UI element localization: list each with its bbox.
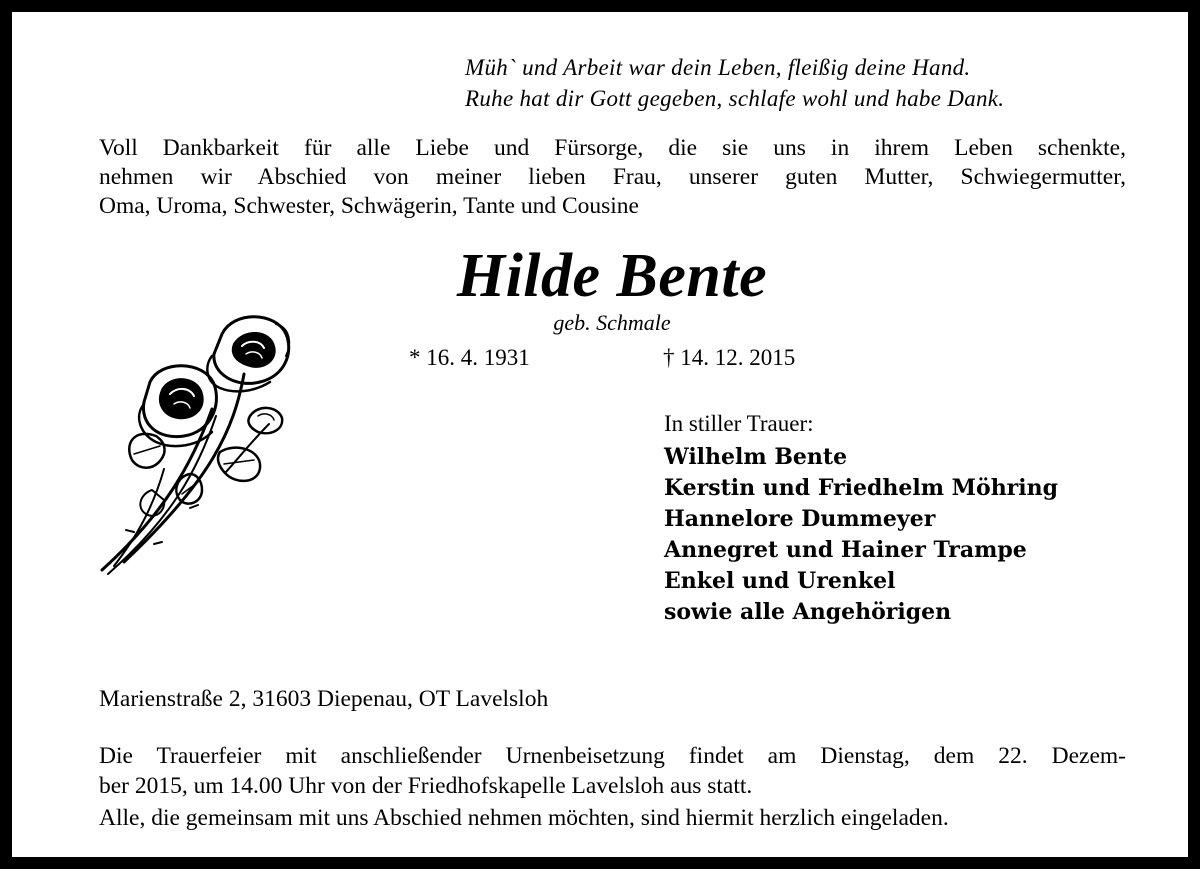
ceremony-line: Die Trauerfeier mit anschließender Urnenbeisetzung findet am Dienstag, dem 22. Dezem- <box>99 743 1126 769</box>
ceremony-line: ber 2015, um 14.00 Uhr von der Friedhofskapelle Lavelsloh aus statt. <box>99 773 753 799</box>
birth-date: * 16. 4. 1931 <box>409 345 530 370</box>
motto-line: Ruhe hat dir Gott gegeben, schlafe wohl und habe Dank. <box>465 86 1005 111</box>
mourner-name: Kerstin und Friedhelm Möhring <box>664 475 1059 501</box>
death-date: † 14. 12. 2015 <box>663 345 796 370</box>
intro-line: Voll Dankbarkeit für alle Liebe und Fürsorge, die sie uns in ihrem Leben schenkte, <box>99 135 1126 161</box>
ceremony-info <box>99 741 1126 801</box>
maiden-name: geb. Schmale <box>553 310 671 335</box>
family-address: Marienstraße 2, 31603 Diepenau, OT Lavelsloh <box>99 686 549 712</box>
mourner-name: Annegret und Hainer Trampe <box>664 537 1027 563</box>
intro-text <box>99 134 1126 221</box>
rose-icon <box>94 304 294 579</box>
mourner-name: Enkel und Urenkel <box>664 568 896 594</box>
mourner-name: Hannelore Dummeyer <box>664 506 936 532</box>
intro-line: nehmen wir Abschied von meiner lieben Frau, unserer guten Mutter, Schwiegermutter, <box>99 164 1126 190</box>
invitation-text: Alle, die gemeinsam mit uns Abschied nehmen möchten, sind hiermit herzlich eingeladen. <box>99 805 949 831</box>
intro-line: Oma, Uroma, Schwester, Schwägerin, Tante und Cousine <box>99 193 639 219</box>
deceased-name: Hilde Bente <box>456 242 768 310</box>
mourners-list <box>664 442 1058 628</box>
mourners-label: In stiller Trauer: <box>664 411 814 436</box>
motto-line: Müh` und Arbeit war dein Leben, fleißig deine Hand. <box>465 55 971 80</box>
motto-verse <box>465 52 1004 114</box>
mourner-name: Wilhelm Bente <box>664 444 848 470</box>
mourner-name: sowie alle Angehörigen <box>664 599 952 625</box>
